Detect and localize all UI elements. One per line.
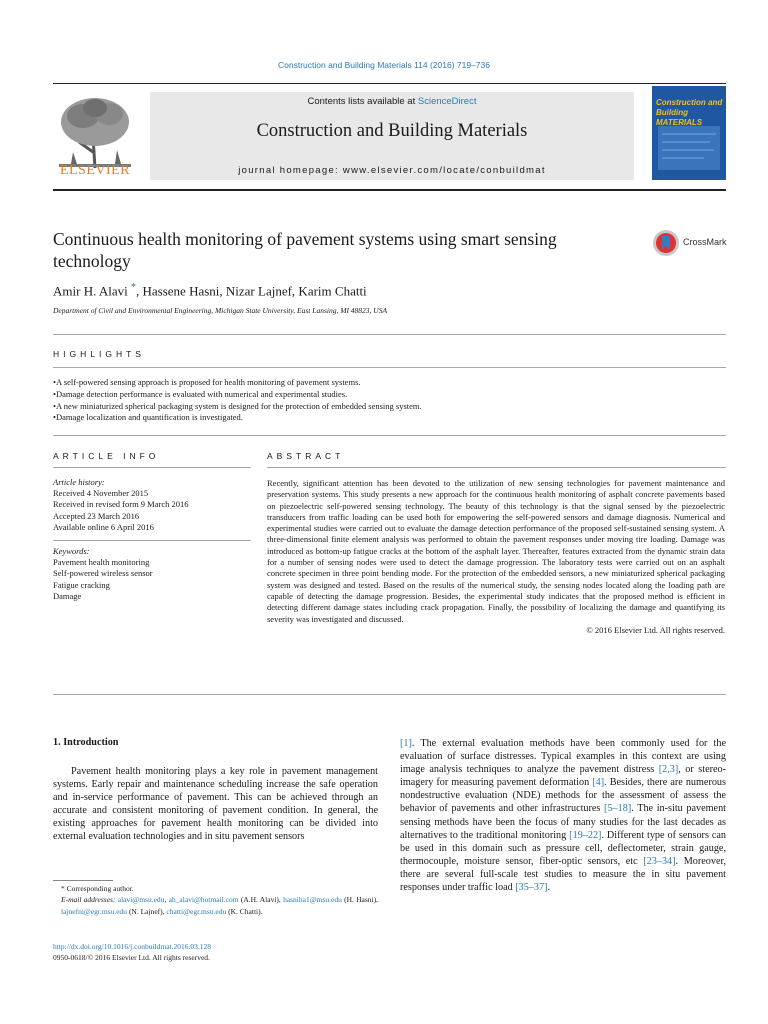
corresponding-note: * Corresponding author. [61,884,134,893]
footnote-rule [53,880,113,881]
highlights-list [53,377,723,424]
article-history [53,477,253,533]
email-label: E-mail addresses: [61,895,118,905]
citation-link[interactable]: [2,3] [658,764,679,776]
highlight-item: • Damage detection performance is evaluated with numerical and experimental studies. [53,389,723,401]
article-info-heading: ARTICLE INFO [53,451,160,461]
keywords-label: Keywords: [53,546,90,556]
body-text-run: . Moreover, there are several full-scale test studies to measure the in situ pavement responses under traffic load [400,855,726,894]
email-link[interactable]: hasniha1@msu.edu [283,895,342,905]
history-accepted: Accepted 23 March 2016 [53,510,140,521]
body-text-run: , or stereo-imagery for measuring pavement deformation [400,764,726,789]
highlights-heading: HIGHLIGHTS [53,349,145,359]
email-link[interactable]: alavi@msu.edu [117,895,165,905]
intro-paragraph-left: Pavement health monitoring plays a key role in pavement management systems. Early repair and maintenance scheduling increase the safe operation and in-service performance of pavement. This can be achieved through an accurate and consistent monitoring of pavement condition. In general, the existing approaches for pavement health monitoring can be divided into external evaluation technologies and in situ pavement sensors [53,766,378,843]
citation-link[interactable]: [35–37] [515,882,548,894]
article-title: Continuous health monitoring of pavement systems using smart sensing technology [53,229,557,271]
abstract-body [267,478,725,636]
email-link[interactable]: chatti@egr.msu.edu [166,906,227,916]
history-received: Received 4 November 2015 [53,488,149,499]
doi-link[interactable]: http://dx.doi.org/10.1016/j.conbuildmat.2016.03.128 [53,942,211,951]
footnote-text-run: (K. Chatti). [226,906,263,916]
crossmark-label: CrossMark [683,237,727,247]
journal-homepage-link[interactable]: journal homepage: www.elsevier.com/locate/conbuildmat [238,165,546,176]
doi-block [53,941,383,964]
keywords-block [53,546,253,602]
affiliation: Department of Civil and Environmental Engineering, Michigan State University, East Lansing, MI 48823, USA [53,306,388,315]
highlight-item: • A self-powered sensing approach is proposed for health monitoring of pavement systems. [53,377,723,389]
abstract-bottom-rule [53,694,726,695]
contents-line [150,96,634,107]
body-text-run: . [547,882,551,894]
body-text-run: . Different type of sensors can be used in this domain such as pressure cell, deflectometer, strain gauge, thermocouple, moisture sensor, fiber-optic sensors, etc [400,829,726,867]
citation-link[interactable]: [23–34] [643,855,676,867]
header-top-rule [53,83,726,84]
body-text-run: . The in-situ pavement sensing methods have been the focus of many studies for the last decades as alternatives to the traditional monitoring [400,803,726,841]
abstract-heading: ABSTRACT [267,451,345,461]
elsevier-logo [53,92,137,184]
body-text-run: . Besides, there are numerous nondestructive evaluation (NDE) methods for the assessment of assess the behavior of pavements and other infrastructures [400,777,726,815]
keyword-item: Self-powered wireless sensor [53,568,153,579]
crossmark-button[interactable] [652,229,742,259]
email-link[interactable]: ah_alavi@hotmail.com [168,895,239,905]
highlight-item: • Damage localization and quantification is investigated. [53,412,723,424]
keywords-rule [53,540,251,541]
issn-line: 0950-0618/© 2016 Elsevier Ltd. All rights reserved. [53,953,210,963]
citation-link[interactable]: [5–18] [604,803,632,815]
footnote [53,883,378,917]
affiliation-rule [53,334,726,335]
body-text-run: . The external evaluation methods have been commonly used for the evaluation of surface distresses. Typical examples in this context are using image analysis techniques to analyze the pavement distress [400,738,726,776]
first-author: Amir H. Alavi [53,283,128,299]
author-list [53,282,367,299]
footnote-text-run: , [164,895,169,905]
crossmark-icon [652,229,680,257]
journal-cover-image [652,86,726,180]
article-info-rule [53,467,251,468]
footnote-text-run: (A.H. Alavi), [238,895,284,905]
history-online: Available online 6 April 2016 [53,521,154,532]
highlights-bottom-rule [53,435,726,436]
cover-title: Construction and Building MATERIALS [656,98,723,127]
other-authors: , Hassene Hasni, Nizar Lajnef, Karim Chatti [136,283,367,299]
email-link[interactable]: lajnefni@egr.msu.edu [61,906,128,916]
keyword-item: Pavement health monitoring [53,557,150,568]
journal-title: Construction and Building Materials [256,121,528,141]
intro-paragraph-right [400,737,726,894]
contents-prefix: Contents lists available at [307,96,418,107]
email-addresses [53,894,378,917]
publisher-logo-text: ELSEVIER [59,163,131,178]
journal-reference-link[interactable]: Construction and Building Materials 114 (2016) 719–736 [277,60,490,70]
history-label: Article history: [53,477,105,487]
corresponding-author-mark[interactable]: * [131,282,136,293]
history-revised: Received in revised form 9 March 2016 [53,499,189,510]
abstract-copyright: © 2016 Elsevier Ltd. All rights reserved. [586,624,725,635]
abstract-text: Recently, significant attention has been devoted to the utilization of new sensing technologies for pavement maintenance and preservation systems. This study presents a new approach for the continuous health monitoring of asphalt concrete pavements based on piezoelectric self-powered sensing technology. The beauty of this technology is that the signal sensed by the piezoelectric transducers from traffic loading can be used both for empowering the self-powered sensors and damage diagnosis. Numerical and experimental studies were carried out to evaluate the damage detection performance of the proposed self-sustained sensing system. A three-dimensional finite element analysis was performed to obtain the pavement responses under moving tire loading. Damage was introduced as bottom-up fatigue cracks at the bottom of the asphalt layer. Thereafter, features extracted from the dynamic strain data for a number of sensing nodes were used to detect the damage progression. The laboratory tests were carried out on an asphalt concrete specimen in three point bending mode. For the protection of the embedded sensors, a new miniaturized spherical packaging system was designed and tested. Based on the results of the numerical study, the sensing nodes located along the loading path are capable of detecting the damage progression. Besides, the experimental study indicates that the proposed method is efficient in detecting different damage states including crack propagation. Finally, the possibility of localizing the damage and quantifying its severity was investigated and discussed. [267,478,725,624]
header-bottom-rule [53,189,726,191]
keyword-item: Damage [53,590,82,601]
citation-link[interactable]: [19–22] [569,829,602,841]
footnote-text-run: (H. Hasni), [341,895,379,905]
highlights-rule [53,367,726,368]
intro-heading: 1. Introduction [53,737,119,748]
highlight-item: • A new miniaturized spherical packaging system is designed for the protection of embedded sensing system. [53,401,723,413]
citation-link[interactable]: [4] [592,777,605,789]
citation-link[interactable]: [1] [400,738,412,749]
keyword-item: Fatigue cracking [53,579,110,590]
journal-header [150,92,634,180]
sciencedirect-link[interactable]: ScienceDirect [417,96,477,107]
footnote-text-run: (N. Lajnef), [127,906,167,916]
abstract-rule [267,467,726,468]
